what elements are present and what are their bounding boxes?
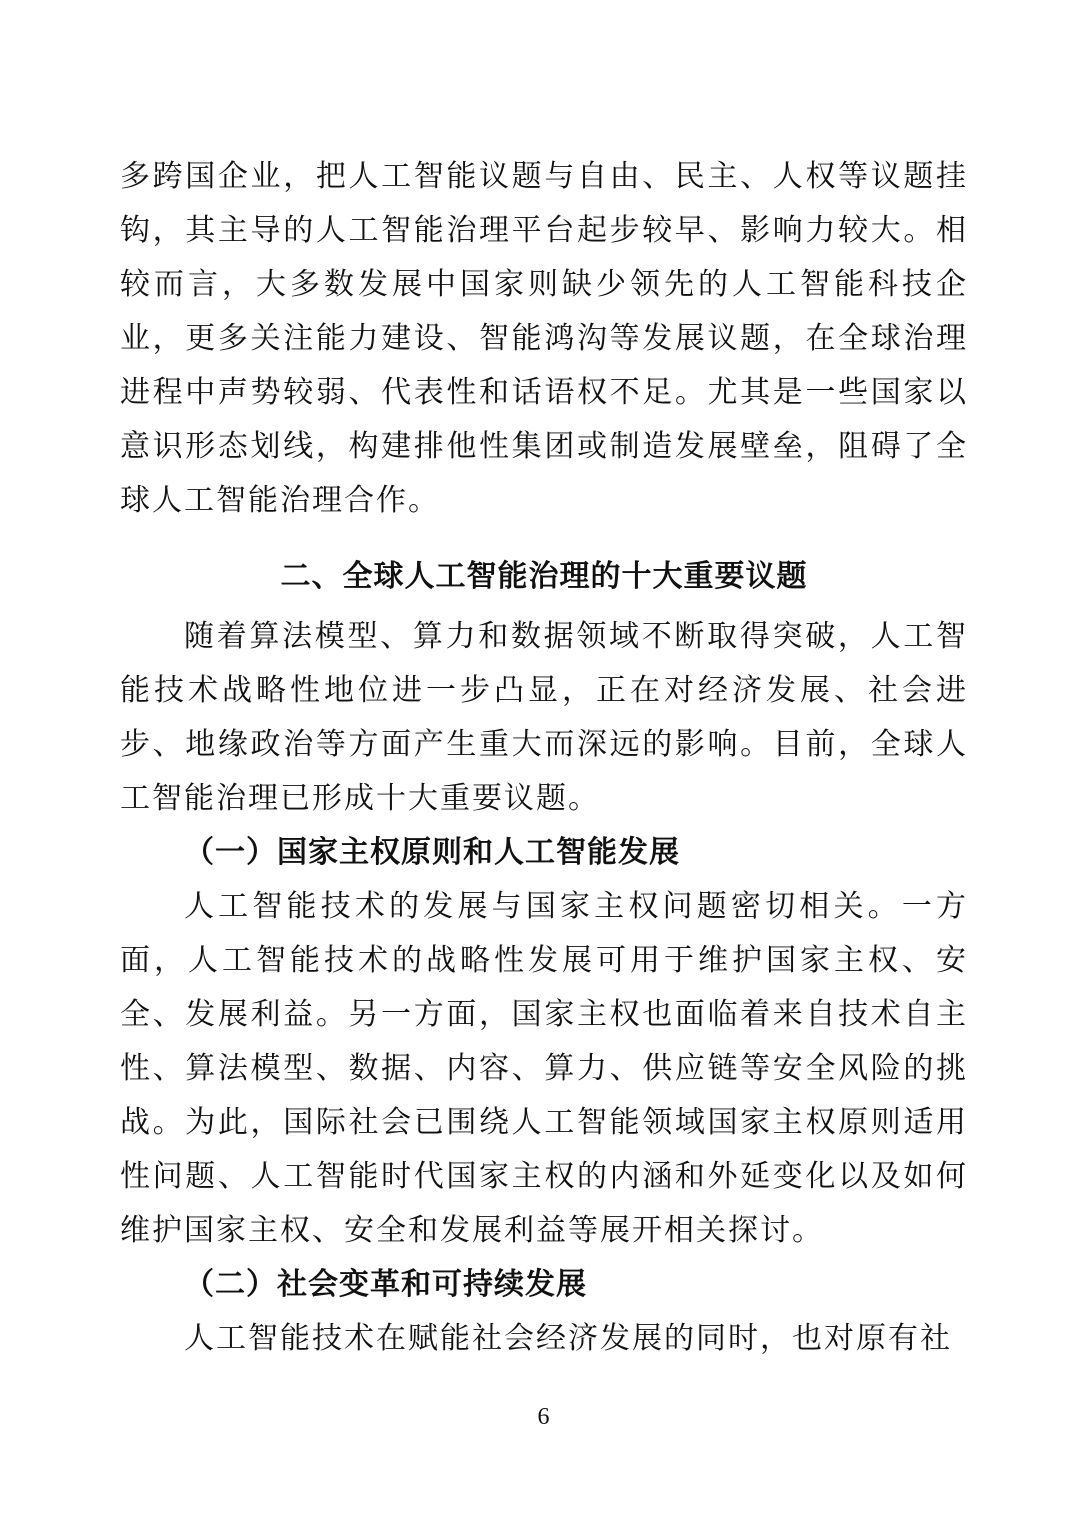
page-number: 6 [537, 1404, 550, 1430]
subsection-body-1: 人工智能技术的发展与国家主权问题密切相关。一方面，人工智能技术的战略性发展可用于维护国家主权、安全、发展利益。另一方面，国家主权也面临着来自技术自主性、算法模型、数据、内容、算力、供应链等安全风险的挑战。为此，国际社会已围绕人工智能领域国家主权原则适用性问题、人工智能时代国家主权的内涵和外延变化以及如何维护国家主权、安全和发展利益等展开相关探讨。 [120, 889, 968, 1248]
subsection-heading-1: （一）国家主权原则和人工智能发展 [184, 835, 680, 870]
section-intro-paragraph: 随着算法模型、算力和数据领域不断取得突破，人工智能技术战略性地位进一步凸显，正在对经济发展、社会进步、地缘政治等方面产生重大而深远的影响。目前，全球人工智能治理已形成十大重要议题。 [120, 619, 968, 816]
document-page [120, 150, 968, 1366]
subsection-heading-2: （二）社会变革和可持续发展 [184, 1267, 587, 1302]
paragraph-continued: 多跨国企业，把人工智能议题与自由、民主、人权等议题挂钩，其主导的人工智能治理平台起步较早、影响力较大。相较而言，大多数发展中国家则缺少领先的人工智能科技企业，更多关注能力建设、智能鸿沟等发展议题，在全球治理进程中声势较弱、代表性和话语权不足。尤其是一些国家以意识形态划线，构建排他性集团或制造发展壁垒，阻碍了全球人工智能治理合作。 [120, 159, 968, 518]
section-heading: 二、全球人工智能治理的十大重要议题 [280, 559, 808, 594]
subsection-body-2: 人工智能技术在赋能社会经济发展的同时，也对原有社 [184, 1321, 952, 1356]
